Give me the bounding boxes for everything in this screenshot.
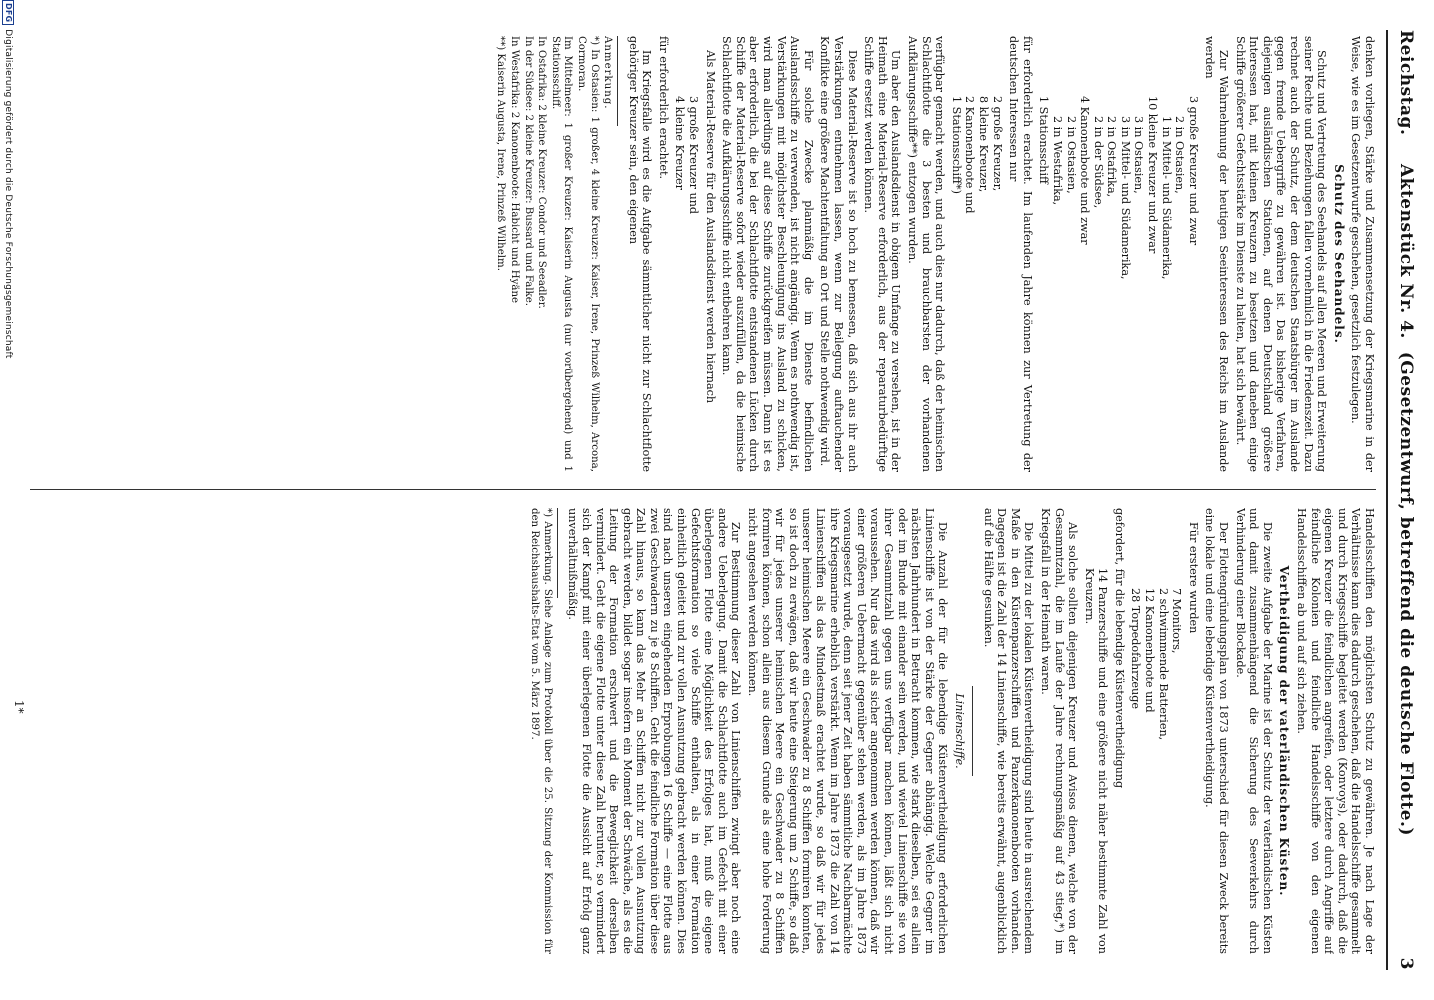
paragraph: verfügbar gemacht werden, und auch dies nur dadurch, daß der heimischen Schlachtflotte die 3 besten und brauchbarsten der vorhandenen Aufklärungsschiffe**) entzogen wurden.	[906, 36, 947, 472]
available-ships-list	[949, 36, 1003, 472]
list-item: 4 kleine Kreuzer	[673, 96, 687, 191]
page-number: 3	[1396, 957, 1416, 970]
paragraph: gefordert, für die lebendige Küstenvertheidigung	[1112, 508, 1126, 789]
station-list	[1037, 36, 1200, 472]
list-item: 2 in der Südsee,	[1091, 116, 1105, 209]
footnote-rule	[617, 36, 618, 126]
list-item: 12 Kanonenboote und	[1143, 588, 1157, 713]
local-defence-list	[1129, 508, 1183, 954]
list-item: 2 in Ostasien,	[1173, 116, 1187, 194]
digitization-text: Digitalisierung gefördert durch die Deutsche Forschungsgemeinschaft	[3, 29, 13, 359]
paragraph: für erforderlich erachtet. Im laufenden Jahre können zur Vertretung der deutschen Interessen nur	[1007, 36, 1034, 472]
paragraph: Diese Material-Reserve ist so hoch zu bemessen, daß sich aus ihr auch Verstärkungen entnehmen lassen, wenn zur Beilegung auftauchender Konflikte eine größere Machtentfaltung an Ort und Stelle nothwendig wird.	[818, 36, 859, 472]
paragraph: Um aber den Auslandsdienst in obigem Umfange zu versehen, ist in der Heimath eine Material-Reserve erforderlich, aus der reparaturbedürftige Schiffe ersetzt werden können.	[862, 36, 903, 472]
digitization-note	[2, 0, 14, 1000]
footnote: *) Anmerkung. Siehe Anlage zum Protokoll über die 25. Sitzung der Kommission für den Reichshaushalts-Etat vom 5. März 1897.	[529, 508, 553, 954]
left-column	[36, 36, 1376, 472]
header-aktenstueck: Aktenstück Nr. 4. (Gesetzentwurf, betreffend die deutsche Flotte.)	[1396, 163, 1416, 837]
list-item: 2 große Kreuzer,	[990, 96, 1004, 192]
paragraph: für erforderlich erachtet.	[656, 36, 670, 180]
header-title: (Gesetzentwurf, betreffend die deutsche Flotte.)	[1396, 351, 1416, 837]
section-rule	[972, 686, 973, 776]
reserve-list	[673, 36, 700, 472]
paragraph: Zur Bestimmung dieser Zahl von Linienschiffen zwingt aber noch eine andere Ueberlegung. Damit die Schlachtflotte auch im Gefecht mit einer überlegenen Flotte eine Möglichkeit des Erfolges hat, muß die eigene Gefechtsformation so viele Schiffe enthalten, als in einer Formation einheitlich geleitet und zur vollen Ausnutzung gebracht werden können. Dies sind nach unseren eingehenden Erprobungen 16 Schiffe — eine Flotte aus zwei Geschwadern zu je 8 Schiffen. Geht die feindliche Formation über diese Zahl hinaus, so kann das Mehr an Schiffen nicht zur vollen Ausnutzung gebracht werden, bildet sogar insofern ein Moment der Schwäche, als es die Leitung der Formation erschwert und die Beweglichkeit derselben vermindert. Geht die eigene Flotte unter diese Zahl herunter, so vermindert sich der Kampf mit einer überlegenen Flotte die Aussicht auf Erfolg ganz unverhältnißmäßig.	[566, 508, 743, 954]
list-item: 3 in Ostasien,	[1132, 116, 1146, 194]
list-item: 2 Kanonenboote und	[963, 96, 977, 214]
list-item: 1 in Mittel- und Südamerika,	[1159, 116, 1173, 280]
right-column	[36, 508, 1376, 954]
list-item: 7 Monitors,	[1170, 588, 1184, 654]
paragraph: Für solche Zwecke planmäßig die im Dienste befindlichen Auslandsschiffe zu verwenden, ist nicht angängig. Wenn es nothwendig ist, Verstärkungen mit möglichster Beschleunigung ins Ausland zu schicken, wird man allerdings auf diese Schiffe zurückgreifen müssen. Dann ist es aber erforderlich, die bei der Schlachtflotte entstandenen Lücken durch Schiffe der Material-Reserve sofort wieder auszufüllen, da die heimische Schlachtflotte die Aufklärungsschiffe nicht entbehren kann.	[720, 36, 815, 472]
column-divider	[30, 489, 1376, 490]
list-item: 8 kleine Kreuzer,	[976, 96, 990, 193]
dfg-logo-icon: DFG	[2, 0, 14, 25]
list-item: 2 in Ostafrika,	[1105, 116, 1119, 198]
subsection-title: Linienschiffe.	[952, 693, 966, 769]
paragraph: Schutz und Vertretung des Seehandels auf allen Meeren und Erweiterung seiner Rechte und Beziehungen fallen vornehmlich in die Friedenszeit. Dazu rechnet auch der Schutz, der dem deutschen Staatsbürger im Auslande gegen fremde Uebergriffe zu gewähren ist. Das bisherige Verfahren, diejenigen ausländischen Stationen, auf denen Deutschland größere Interessen hat, mit kleinen Kreuzern zu besetzen und daneben einige Schiffe größerer Gefechtsstärke im Dienste zu halten, hat sich bewährt.	[1233, 36, 1329, 472]
paragraph: Als solche sollten diejenigen Kreuzer und Avisos dienen, welche von der Gesammtzahl, die im Laufe der Jahre rechnungsmäßig auf 43 stieg,*) im Kriegsfall in der Heimath waren.	[1038, 508, 1080, 954]
paragraph: Der Flottengründungsplan von 1873 unterschied für diesen Zweck bereits eine lokale und eine lebendige Küstenvertheidigung.	[1203, 508, 1231, 954]
footnote-rule	[557, 508, 558, 598]
list-item: 1 Stationsschiff*)	[949, 96, 963, 194]
list-item: 2 in Ostasien,	[1064, 116, 1078, 194]
list-item: 10 kleine Kreuzer und zwar	[1146, 96, 1160, 254]
header-rule	[1386, 30, 1388, 970]
footnote: In Ostafrika: 2 kleine Kreuzer: Condor und Seeadler.	[536, 36, 548, 309]
list-item: 2 in Westafrika,	[1050, 116, 1064, 206]
paragraph: Im Kriegsfalle wird es die Aufgabe sämmtlicher nicht zur Schlachtflotte gehöriger Kreuzer sein, den eigenen	[626, 36, 654, 472]
list-item: 1 Stationsschiff	[1037, 96, 1051, 184]
active-defence-list	[1082, 508, 1109, 954]
footnote: In der Südsee: 2 kleine Kreuzer: Bussard und Falke.	[522, 36, 534, 307]
footnote: **) Kaiserin Augusta, Irene, Prinzeß Wilhelm.	[495, 36, 507, 271]
list-item: 3 in Mittel- und Südamerika,	[1118, 116, 1132, 280]
list-item: 3 große Kreuzer und zwar	[1186, 96, 1200, 246]
list-item: 2 schwimmende Batterien,	[1156, 588, 1170, 741]
paragraph: Handelsschiffen den möglichsten Schutz zu gewähren. Je nach Lage der Verhältnisse kann dies dadurch geschehen, daß die Handelsschiffe gesammelt und durch Kriegsschiffe begleitet werden (Konvoys), oder dadurch, daß die eigenen Kreuzer die feindlichen angreifen, oder letztere durch Angriffe auf feindliche Kolonien und feindliche Handelsschiffe von den eigenen Handelsschiffen ab und auf sich ziehen.	[1295, 508, 1376, 954]
list-item: 4 Kanonenboote und zwar	[1078, 96, 1092, 245]
section-title: Schutz des Seehandels.	[1331, 164, 1346, 344]
list-item: 3 große Kreuzer und	[687, 96, 701, 215]
paragraph: Für erstere wurden	[1186, 522, 1200, 634]
footnote: Im Mittelmeer: 1 großer Kreuzer: Kaiserin Augusta (nur vorübergehend) und 1 Stationsschiff.	[549, 36, 574, 472]
footnote: In Westafrika: 2 Kanonenboote: Habicht und Hyäne	[508, 36, 520, 304]
footnote: *) In Ostasien: 1 großer, 4 kleine Kreuzer: Kaiser, Irene, Prinzeß Wilhelm, Arcona, Cormoran.	[575, 36, 600, 472]
page-header	[1392, 30, 1416, 970]
footnotes	[494, 36, 613, 472]
paragraph: denken vorliegen, Stärke und Zusammensetzung der Kriegsmarine in der Weise, wie es im Gesetzentwurfe geschehen, gesetzlich festzulegen.	[1349, 36, 1376, 472]
section-title: Vertheidigung der vaterländischen Küsten.	[1277, 565, 1292, 897]
paragraph: Zur Wahrnehmung der heutigen Seeinteressen des Reichs im Auslande werden	[1203, 36, 1231, 472]
footnotes	[528, 508, 553, 954]
header-reichstag: Reichstag.	[1396, 30, 1416, 136]
paragraph: Die Anzahl der für die lebendige Küstenvertheidigung erforderlichen Linienschiffe ist von der Stärke der Gegner abhängig. Welche Gegner im nächsten Jahrhundert in Betracht kommen, wie stark dieselben, sei es allein oder im Bunde mit einander sein werden, und wieviel Linienschiffe sie von ihrer Gesammtzahl gegen uns verfügbar machen können, läßt sich nicht voraussehen. Nur das wird als sicher angenommen werden können, daß wir einer größeren Uebermacht gegenüber stehen werden, als im Jahre 1873 vorausgesetzt wurde, denn seit jener Zeit haben sämmtliche Nachbarmächte ihre Kriegsmarine erheblich verstärkt. Wenn im Jahre 1873 die Zahl von 14 Linienschiffen als das Mindestmaß erachtet wurde, so daß wir für jedes unserer heimischen Meere ein Geschwader zu 8 Schiffen formiren konnten, so ist doch zu erwägen, daß wir heute eine Steigerung um 2 Schiffe, so daß wir für jedes unserer heimischen Meere ein Geschwader zu 8 Schiffen formiren können, schon allein aus diesem Grunde als eine hohe Forderung nicht angesehen werden können.	[746, 508, 950, 954]
paragraph: Die zweite Aufgabe der Marine ist der Schutz der vaterländischen Küsten und damit zusammenhängend die Sicherung des Seeverkehrs durch Verhinderung einer Blockade.	[1233, 508, 1274, 954]
list-item: 14 Panzerschiffe und eine größere nicht näher bestimmte Zahl von Kreuzern.	[1082, 568, 1110, 954]
footnote-label: Anmerkung.	[602, 36, 614, 110]
paragraph: Die Mittel zu der lokalen Küstenvertheidigung sind heute in ausreichendem Maße in den Küstenpanzerschiffen und Panzerkanonenbooten vorhanden. Dagegen ist die Zahl der 14 Linienschiffe, wie bereits erwähnt, augenblicklich auf die Hälfte gesunken.	[981, 508, 1036, 954]
signature-mark: 1*	[12, 700, 26, 714]
list-item: 28 Torpedofahrzeuge	[1129, 588, 1143, 710]
paragraph: Als Material-Reserve für den Auslandsdienst werden hiernach	[703, 50, 717, 404]
